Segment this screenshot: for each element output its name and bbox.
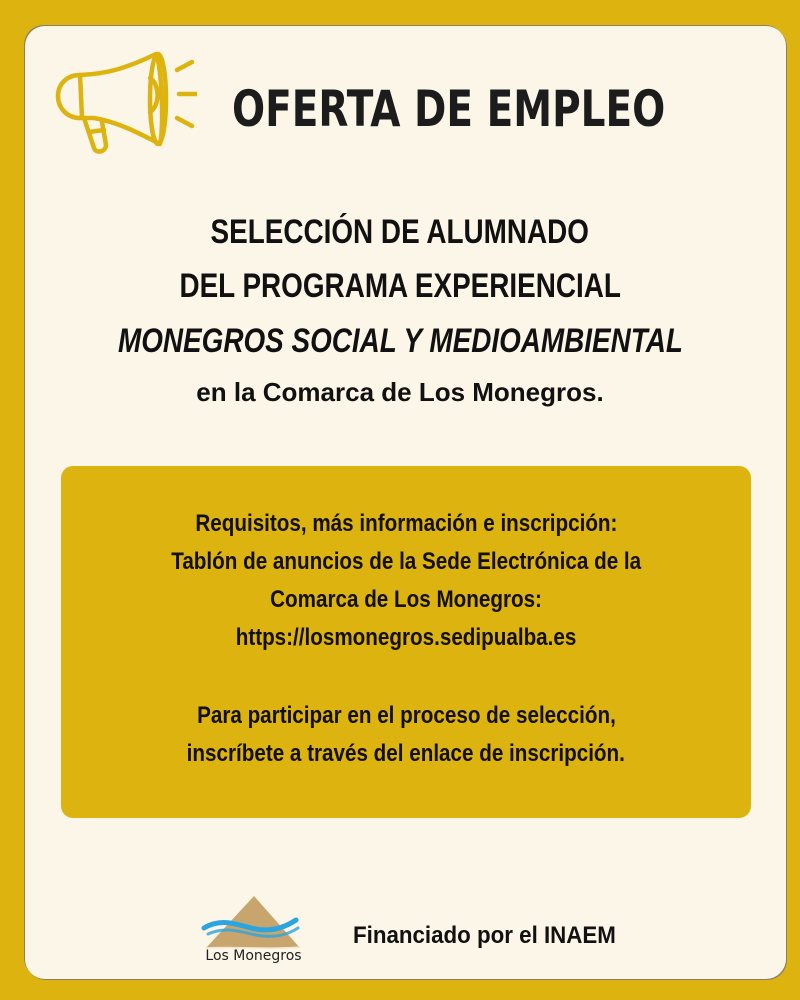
- info-participate: [61, 701, 751, 731]
- info-line-text: Para participar en el proceso de selección,: [196, 702, 616, 729]
- subtitle-line-1: [0, 212, 800, 252]
- info-requirements: [61, 509, 751, 539]
- location-line: en la Comarca de Los Monegros.: [196, 377, 604, 407]
- info-line-text: Requisitos, más información e inscripción:: [194, 510, 618, 537]
- program-name-text: MONEGROS SOCIAL Y MEDIOAMBIENTAL: [117, 322, 683, 360]
- subtitle-line-2: [0, 266, 800, 306]
- info-line-text: Comarca de Los Monegros:: [270, 586, 542, 613]
- info-comarca: [61, 585, 751, 615]
- info-url-link[interactable]: [61, 623, 751, 653]
- info-line-text: Tablón de anuncios de la Sede Electrónica de la: [171, 548, 641, 575]
- info-register: [61, 739, 751, 769]
- info-url-text[interactable]: https://losmonegros.sedipualba.es: [235, 624, 577, 651]
- info-line-text: inscríbete a través del enlace de inscripción.: [186, 740, 626, 767]
- funding-label: Financiado por el INAEM: [353, 922, 616, 949]
- megaphone-icon: [52, 48, 197, 158]
- program-name: [0, 321, 800, 361]
- info-box: [61, 466, 751, 818]
- subtitle-line-2-text: DEL PROGRAMA EXPERIENCIAL: [179, 267, 621, 305]
- info-board: [61, 547, 751, 577]
- subtitle-line-1-text: SELECCIÓN DE ALUMNADO: [210, 213, 590, 251]
- logo-label: Los Monegros: [205, 948, 302, 964]
- page-title: OFERTA DE EMPLEO: [232, 80, 666, 138]
